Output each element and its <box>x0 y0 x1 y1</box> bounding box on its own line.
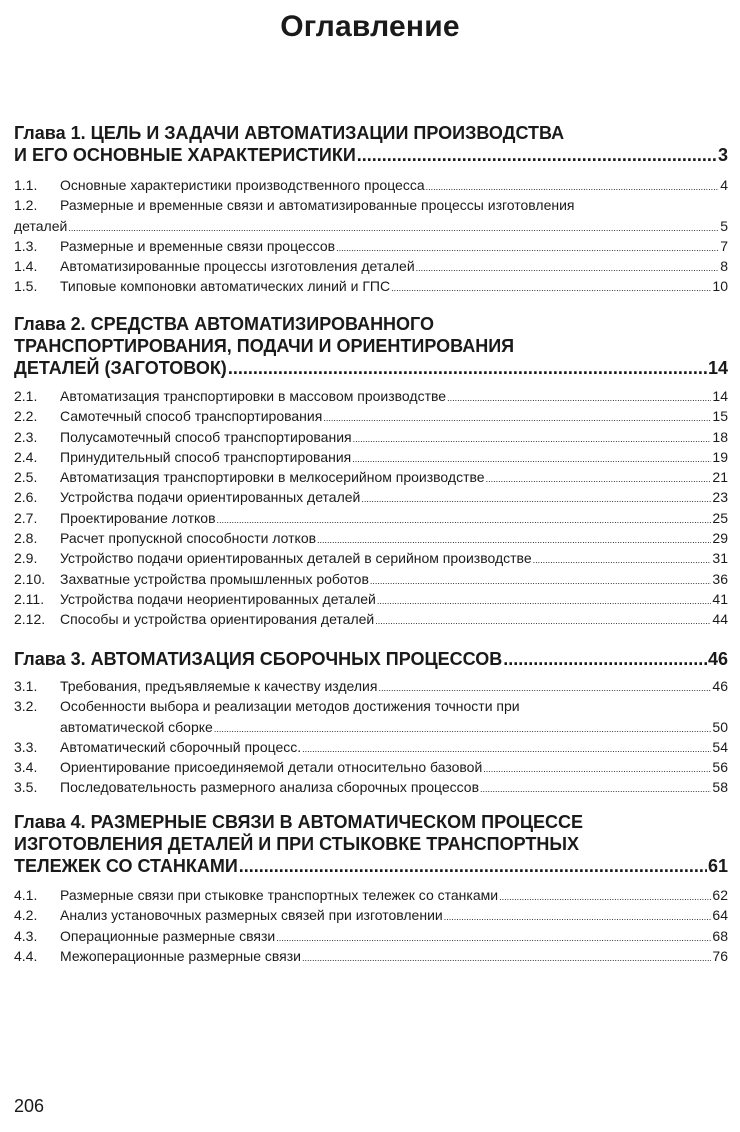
toc-entry[interactable] <box>14 256 728 276</box>
entry-title: Принудительный способ транспортирования <box>60 448 352 465</box>
entry-page: 14 <box>712 388 728 404</box>
leader-dots <box>68 218 719 238</box>
leader-dots <box>276 928 711 948</box>
page-title: Оглавление <box>280 10 460 43</box>
leader-dots <box>336 238 719 258</box>
entry-number: 1.1. <box>14 177 38 193</box>
toc-entry[interactable] <box>14 777 728 797</box>
leader-dots <box>483 759 711 779</box>
entry-title: Ориентирование присоединяемой детали относительно базовой <box>60 759 483 776</box>
leader-dots <box>378 678 711 698</box>
leader-dots <box>447 388 711 408</box>
entry-title: Особенности выбора и реализации методов достижения точности при <box>60 698 520 715</box>
leader-dots <box>323 408 711 428</box>
entry-number: 4.2. <box>14 907 38 924</box>
toc-entry[interactable] <box>14 609 728 629</box>
leader-dots <box>426 177 720 197</box>
toc-entry[interactable] <box>14 195 728 236</box>
entry-title: Размерные и временные связи процессов <box>60 237 336 254</box>
entry-number: 2.10. <box>14 570 46 587</box>
entry-number: 2.5. <box>14 469 38 486</box>
entry-page: 25 <box>712 509 728 526</box>
toc-entry[interactable] <box>14 885 728 905</box>
toc-entry[interactable] <box>14 548 728 568</box>
leader-dots <box>352 449 711 469</box>
entry-page: 4 <box>720 177 728 193</box>
leader-dots <box>239 855 707 877</box>
entry-number: 3.1. <box>14 678 38 694</box>
entry-page: 58 <box>712 779 728 796</box>
entry-title: Типовые компоновки автоматических линий и ГПС <box>60 278 391 295</box>
toc-entry[interactable] <box>14 757 728 777</box>
toc-entry[interactable] <box>14 569 728 589</box>
entry-title: Операционные размерные связи <box>60 927 276 944</box>
chapter-line: ТРАНСПОРТИРОВАНИЯ, ПОДАЧИ И ОРИЕНТИРОВАНИЯ <box>14 336 515 356</box>
entry-number: 3.2. <box>14 698 38 715</box>
entry-title: Устройства подачи ориентированных деталей <box>60 489 361 506</box>
entry-number: 1.3. <box>14 237 38 254</box>
leader-dots <box>499 887 711 907</box>
entry-title: Основные характеристики производственного процесса <box>60 177 425 193</box>
chapter-entries <box>14 175 728 297</box>
chapter-line: Глава 4. РАЗМЕРНЫЕ СВЯЗИ В АВТОМАТИЧЕСКОМ ПРОЦЕССЕ <box>14 812 584 832</box>
entry-title: Способы и устройства ориентирования деталей <box>60 611 375 628</box>
toc-entry[interactable] <box>14 236 728 256</box>
chapter-line: ДЕТАЛЕЙ (ЗАГОТОВОК) <box>14 358 227 378</box>
entry-page: 62 <box>712 887 728 903</box>
toc-entry[interactable] <box>14 467 728 487</box>
leader-dots <box>480 779 711 799</box>
toc-entry[interactable] <box>14 447 728 467</box>
entry-page: 54 <box>712 738 728 755</box>
chapter-entries <box>14 676 728 798</box>
toc-entry[interactable] <box>14 589 728 609</box>
entry-page: 15 <box>712 408 728 425</box>
entry-number: 3.4. <box>14 759 38 776</box>
leader-dots <box>375 611 711 631</box>
leader-dots <box>416 258 720 278</box>
toc-entry[interactable] <box>14 905 728 925</box>
toc-entry[interactable] <box>14 386 728 406</box>
entry-page: 19 <box>712 448 728 465</box>
entry-number: 1.5. <box>14 278 38 295</box>
chapter-line: Глава 3. АВТОМАТИЗАЦИЯ СБОРОЧНЫХ ПРОЦЕССОВ <box>14 649 503 669</box>
entry-title: Автоматизация транспортировки в мелкосерийном производстве <box>60 469 485 486</box>
toc-entry[interactable] <box>14 737 728 757</box>
entry-number: 2.3. <box>14 428 38 445</box>
entry-page: 36 <box>712 570 728 587</box>
entry-number: 1.4. <box>14 258 38 275</box>
entry-number: 3.3. <box>14 738 38 755</box>
leader-dots <box>377 591 712 611</box>
entry-title: Размерные и временные связи и автоматизированные процессы изготовления <box>60 197 575 214</box>
entry-number: 2.7. <box>14 509 38 526</box>
toc-entry[interactable] <box>14 676 728 696</box>
entry-page: 44 <box>712 611 728 628</box>
leader-dots <box>228 357 707 379</box>
entry-title: Автоматизация транспортировки в массовом производстве <box>60 388 447 404</box>
chapter-heading <box>14 313 728 379</box>
entry-number: 3.5. <box>14 779 38 796</box>
leader-dots <box>214 719 712 739</box>
chapter-page: 14 <box>707 358 728 378</box>
entry-number: 1.2. <box>14 197 38 214</box>
chapter-line: ТЕЛЕЖЕК СО СТАНКАМИ <box>14 856 238 876</box>
leader-dots <box>361 489 711 509</box>
entry-title: Захватные устройства промышленных роботов <box>60 570 369 587</box>
entry-number: 4.4. <box>14 947 38 964</box>
entry-page: 18 <box>712 428 728 445</box>
entry-page: 5 <box>720 217 728 234</box>
entry-number: 2.11. <box>14 590 45 607</box>
toc-entry[interactable] <box>14 487 728 507</box>
chapter-heading <box>14 122 728 166</box>
toc-entry[interactable] <box>14 528 728 548</box>
entry-page: 29 <box>712 530 728 547</box>
leader-dots <box>444 907 712 927</box>
entry-number: 2.9. <box>14 550 38 567</box>
leader-dots <box>486 469 712 489</box>
entry-page: 56 <box>712 759 728 776</box>
chapter-entries <box>14 885 728 966</box>
entry-title: Автоматизированные процессы изготовления деталей <box>60 258 415 275</box>
entry-page: 31 <box>712 550 728 567</box>
chapter-page: 46 <box>707 649 728 669</box>
entry-title-continued: деталей <box>14 217 68 234</box>
entry-title-continued: автоматической сборке <box>60 718 213 735</box>
toc-entry[interactable] <box>14 508 728 528</box>
entry-page: 76 <box>712 947 728 964</box>
entry-number: 2.4. <box>14 448 38 465</box>
entry-title: Устройство подачи ориентированных деталей в серийном производстве <box>60 550 532 567</box>
entry-title: Последовательность размерного анализа сборочных процессов <box>60 779 480 796</box>
leader-dots <box>533 550 712 570</box>
entry-number: 2.2. <box>14 408 38 425</box>
entry-number: 2.12. <box>14 611 46 628</box>
entry-number: 4.3. <box>14 927 38 944</box>
entry-page: 41 <box>712 590 728 607</box>
entry-page: 46 <box>712 678 728 694</box>
entry-title: Полусамотечный способ транспортирования <box>60 428 352 445</box>
leader-dots <box>357 144 717 166</box>
toc-entry[interactable] <box>14 276 728 296</box>
chapter-entries <box>14 386 728 630</box>
entry-title: Размерные связи при стыковке транспортных тележек со станками <box>60 887 499 903</box>
entry-title: Автоматический сборочный процесс. <box>60 738 302 755</box>
leader-dots <box>302 739 711 759</box>
entry-page: 50 <box>712 718 728 735</box>
entry-number: 2.1. <box>14 388 38 404</box>
entry-title: Межоперационные размерные связи <box>60 947 301 964</box>
toc-entry[interactable] <box>14 946 728 966</box>
entry-page: 8 <box>720 258 728 275</box>
leader-dots <box>302 948 711 968</box>
entry-number: 2.8. <box>14 530 38 547</box>
entry-page: 68 <box>712 927 728 944</box>
chapter-page: 3 <box>717 145 728 165</box>
entry-page: 23 <box>712 489 728 506</box>
toc-entry[interactable] <box>14 175 728 195</box>
chapter-heading <box>14 648 728 670</box>
leader-dots <box>317 530 711 550</box>
entry-title: Проектирование лотков <box>60 509 216 526</box>
leader-dots <box>353 429 712 449</box>
leader-dots <box>391 278 711 298</box>
chapter-line: Глава 1. ЦЕЛЬ И ЗАДАЧИ АВТОМАТИЗАЦИИ ПРОИЗВОДСТВА <box>14 123 565 143</box>
chapter-line: ИЗГОТОВЛЕНИЯ ДЕТАЛЕЙ И ПРИ СТЫКОВКЕ ТРАНСПОРТНЫХ <box>14 834 579 854</box>
entry-page: 10 <box>712 278 728 295</box>
leader-dots <box>503 648 707 670</box>
toc-entry[interactable] <box>14 406 728 426</box>
leader-dots <box>217 510 712 530</box>
chapter-line: И ЕГО ОСНОВНЫЕ ХАРАКТЕРИСТИКИ <box>14 145 356 165</box>
toc-entry[interactable] <box>14 696 728 737</box>
entry-number: 2.6. <box>14 489 38 506</box>
entry-page: 64 <box>712 907 728 924</box>
toc-entry[interactable] <box>14 427 728 447</box>
entry-title: Требования, предъявляемые к качеству изделия <box>60 678 378 694</box>
entry-number: 4.1. <box>14 887 38 903</box>
entry-page: 7 <box>720 237 728 254</box>
toc-entry[interactable] <box>14 926 728 946</box>
entry-title: Анализ установочных размерных связей при изготовлении <box>60 907 443 924</box>
entry-page: 21 <box>712 469 728 486</box>
chapter-page: 61 <box>707 856 728 876</box>
chapter-heading <box>14 811 728 877</box>
entry-title: Самотечный способ транспортирования <box>60 408 323 425</box>
leader-dots <box>370 571 712 591</box>
chapter-line: Глава 2. СРЕДСТВА АВТОМАТИЗИРОВАННОГО <box>14 314 435 334</box>
entry-title: Расчет пропускной способности лотков <box>60 530 317 547</box>
entry-title: Устройства подачи неориентированных деталей <box>60 590 376 607</box>
page-number: 206 <box>14 1096 45 1116</box>
